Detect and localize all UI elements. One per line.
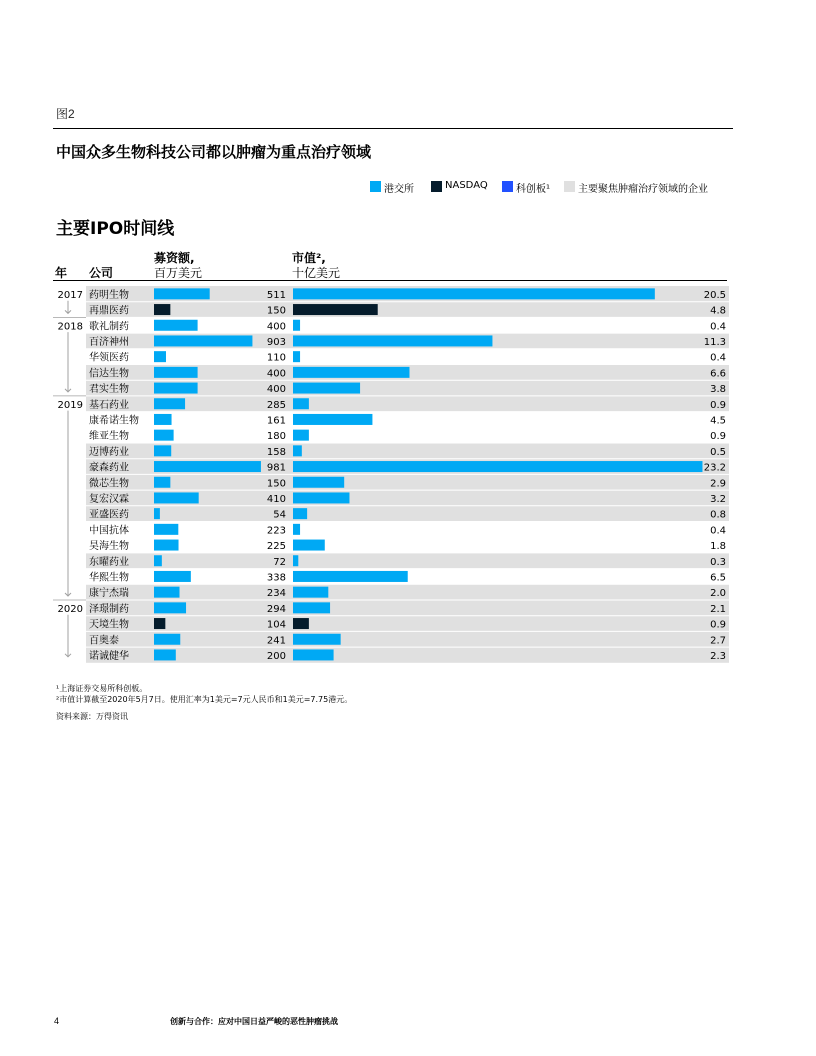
mcap-bar [293,351,300,362]
mcap-value-label: 4.5 [710,415,726,427]
mcap-value-label: 0.4 [710,525,726,537]
mcap-value-label: 0.9 [710,399,726,411]
legend-label: NASDAQ [445,180,488,191]
raised-bar [154,477,170,488]
raised-bar [154,571,191,582]
page-number: 4 [54,1016,60,1026]
company-label: 迈博药业 [89,446,129,458]
mcap-bar [293,398,309,409]
raised-bar [154,367,198,378]
raised-value-label: 234 [266,588,286,600]
mcap-value-label: 2.9 [710,478,726,490]
year-label: 2017 [57,289,83,301]
raised-value-label: 511 [266,289,286,301]
figure-label: 图2 [56,107,75,121]
mcap-bar [293,571,408,582]
company-label: 百奥泰 [89,635,119,647]
mcap-unit: 十亿美元 [292,266,341,280]
oncology-row-bg [86,506,729,522]
mcap-value-label: 0.3 [710,556,726,568]
raised-bar [154,508,160,519]
company-label: 微芯生物 [89,478,129,490]
year-label: 2018 [57,321,83,333]
oncology-row-bg [86,647,729,663]
company-label: 歌礼制药 [89,321,129,333]
oncology-row-bg [86,302,729,318]
footer-title: 创新与合作：应对中国日益严峻的恶性肿瘤挑战 [170,1016,338,1026]
raised-value-label: 161 [266,415,286,427]
legend-label: 科创板¹ [516,184,551,195]
mcap-bar [293,555,298,566]
company-label: 康希诺生物 [89,415,139,427]
company-header: 公司 [89,266,114,280]
raised-value-label: 110 [266,352,286,364]
raised-bar [154,398,185,409]
footnote-2: ²市值计算截至2020年5月7日。使用汇率为1美元=7元人民币和1美元=7.75港元。 [56,695,353,704]
company-label: 华熙生物 [89,572,129,584]
raised-value-label: 285 [266,399,286,411]
raised-bar [154,461,261,472]
raised-value-label: 400 [266,368,286,380]
oncology-row-bg [86,474,729,490]
figure-title: 中国众多生物科技公司都以肿瘤为重点治疗领域 [56,143,372,161]
company-label: 药明生物 [89,289,129,301]
raised-bar [154,587,180,598]
mcap-value-label: 1.8 [710,541,726,553]
mcap-value-label: 0.8 [710,509,726,521]
company-label: 豪森药业 [89,462,129,474]
raised-bar [154,634,180,645]
mcap-value-label: 0.9 [710,619,726,631]
raised-value-label: 54 [273,509,286,521]
raised-value-label: 903 [266,336,286,348]
mcap-value-label: 23.2 [703,462,726,474]
mcap-value-label: 0.9 [710,431,726,443]
raised-value-label: 338 [266,572,286,584]
mcap-bar [293,508,307,519]
raised-value-label: 104 [266,619,286,631]
mcap-value-label: 0.4 [710,321,726,333]
company-label: 基石药业 [89,399,129,411]
company-label: 亚盛医药 [89,509,129,521]
header-rule [53,280,727,281]
raised-bar [154,649,176,660]
company-label: 中国抗体 [89,525,129,537]
mcap-value-label: 3.2 [710,493,726,505]
legend-label: 港交所 [384,184,414,195]
mcap-bar [293,461,702,472]
raised-value-label: 200 [266,650,286,662]
oncology-row-bg [86,631,729,647]
mcap-bar [293,445,302,456]
company-label: 信达生物 [89,368,129,380]
legend-label: 主要聚焦肿瘤治疗领域的企业 [578,184,708,195]
company-label: 复宏汉霖 [89,493,129,505]
oncology-row-bg [86,553,729,569]
legend-swatch-star [502,181,513,192]
company-label: 诺诚健华 [89,650,129,662]
raised-unit: 百万美元 [154,266,203,280]
source-note: 资料来源：万得资讯 [56,712,128,721]
legend-swatch-oncology [564,181,575,192]
raised-bar [154,492,199,503]
mcap-bar [293,634,341,645]
company-label: 华领医药 [89,352,129,364]
oncology-row-bg [86,616,729,632]
company-label: 东曜药业 [89,556,129,568]
mcap-header: 市值², [292,251,326,265]
raised-value-label: 150 [266,478,286,490]
mcap-bar [293,335,492,346]
mcap-value-label: 0.4 [710,352,726,364]
raised-value-label: 72 [273,556,286,568]
raised-bar [154,445,171,456]
top-rule [53,128,733,129]
mcap-value-label: 4.8 [710,305,726,317]
raised-value-label: 294 [266,603,286,615]
mcap-bar [293,649,334,660]
legend [370,179,732,195]
mcap-value-label: 20.5 [703,289,726,301]
mcap-bar [293,288,655,299]
legend-swatch-nasdaq [431,181,442,192]
mcap-bar [293,320,300,331]
raised-bar [154,335,252,346]
raised-value-label: 400 [266,321,286,333]
raised-bar [154,414,172,425]
company-label: 维亚生物 [89,431,129,443]
raised-bar [154,618,165,629]
mcap-bar [293,414,372,425]
raised-bar [154,320,198,331]
company-label: 昊海生物 [89,541,129,553]
mcap-bar [293,304,378,315]
raised-bar [154,383,198,394]
raised-bar [154,288,210,299]
ipo-chart [53,286,729,666]
raised-value-label: 241 [266,635,286,647]
mcap-value-label: 3.8 [710,384,726,396]
oncology-row-bg [86,443,729,459]
raised-bar [154,555,162,566]
company-label: 再鼎医药 [89,305,129,317]
mcap-bar [293,618,309,629]
raised-value-label: 180 [266,431,286,443]
mcap-bar [293,367,409,378]
year-header: 年 [55,266,68,280]
raised-value-label: 400 [266,384,286,396]
raised-bar [154,430,174,441]
year-label: 2020 [57,603,83,615]
raised-bar [154,304,170,315]
oncology-row-bg [86,584,729,600]
mcap-bar [293,492,349,503]
raised-value-label: 981 [266,462,286,474]
mcap-value-label: 2.0 [710,588,726,600]
raised-value-label: 225 [266,541,286,553]
company-label: 百济神州 [89,336,129,348]
mcap-bar [293,477,344,488]
mcap-value-label: 6.6 [710,368,726,380]
raised-bar [154,351,166,362]
mcap-bar [293,587,328,598]
raised-value-label: 158 [266,446,286,458]
mcap-value-label: 2.7 [710,635,726,647]
mcap-bar [293,383,360,394]
raised-bar [154,524,178,535]
mcap-bar [293,430,309,441]
mcap-bar [293,602,330,613]
raised-bar [154,602,186,613]
mcap-value-label: 11.3 [703,336,726,348]
footnote-1: ¹上海证券交易所科创板。 [56,684,148,693]
year-label: 2019 [57,399,83,411]
raised-value-label: 410 [266,493,286,505]
raised-value-label: 223 [266,525,286,537]
company-label: 康宁杰瑞 [89,588,129,600]
raised-bar [154,540,179,551]
mcap-value-label: 6.5 [710,572,726,584]
company-label: 君实生物 [89,384,129,396]
raised-header: 募资额, [154,251,195,265]
mcap-bar [293,540,325,551]
mcap-value-label: 0.5 [710,446,726,458]
raised-value-label: 150 [266,305,286,317]
timeline-title: 主要IPO时间线 [56,219,175,239]
company-label: 泽璟制药 [89,603,129,615]
mcap-bar [293,524,300,535]
footnotes [56,683,352,705]
company-label: 天境生物 [89,619,129,631]
mcap-value-label: 2.3 [710,650,726,662]
legend-swatch-hkex [370,181,381,192]
mcap-value-label: 2.1 [710,603,726,615]
